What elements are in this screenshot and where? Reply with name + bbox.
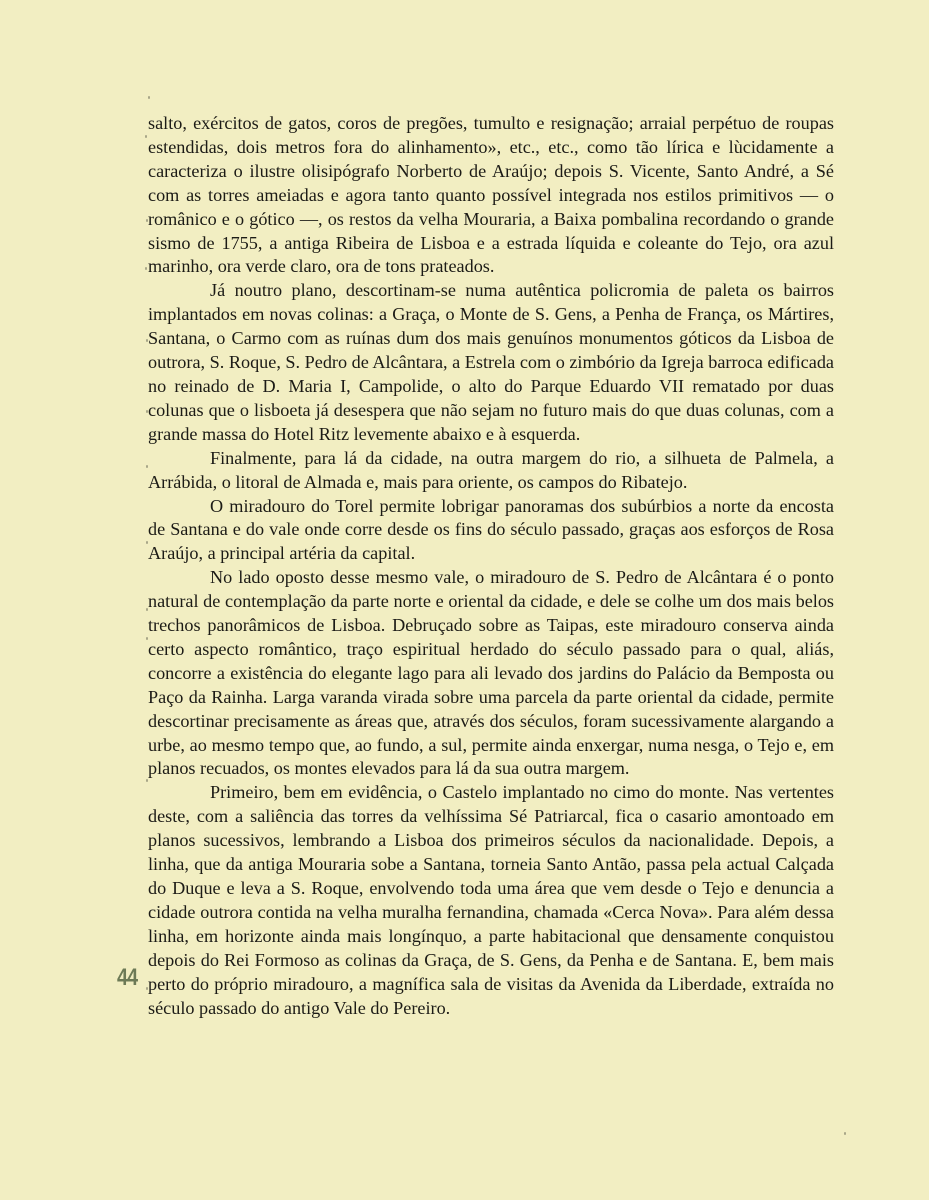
- paper-speck: [146, 608, 148, 611]
- paper-speck: [844, 1132, 846, 1135]
- paper-speck: [146, 987, 148, 990]
- paragraph-2: Já noutro plano, descortinam-se numa autêntica policromia de paleta os bairros implantados em novas colinas: a Graça, o Monte de S. Gens, a Penha de França, os Mártires, Santana, o Carmo com as ruínas dum dos mais genuínos monumentos góticos da Lisboa de outrora, S. Roque, S. Pedro de Alcântara, a Estrela com o zimbório da Igreja barroca edificada no reinado de D. Maria I, Campolide, o alto do Parque Eduardo VII rematado por duas colunas que o lisboeta já desespera que não sejam no futuro mais do que duas colunas, com a grande massa do Hotel Ritz levemente abaixo e à esquerda.: [148, 280, 834, 444]
- paper-speck: [146, 779, 148, 782]
- page-number: 44: [117, 964, 138, 991]
- paper-speck: [146, 541, 148, 544]
- paragraph-1: salto, exércitos de gatos, coros de pregões, tumulto e resignação; arraial perpétuo de roupas estendidas, dois metros fora do alinhamento», etc., etc., como tão lírica e lùcidamente a caracteriza o ilustre olisipógrafo Norberto de Araújo; depois S. Vicente, Santo André, a Sé com as torres ameiadas e agora tanto quanto possível integrada nos estilos primitivos — o românico e o gótico —, os restos da velha Mouraria, a Baixa pombalina recordando o grande sismo de 1755, a antiga Ribeira de Lisboa e a estrada líquida e coleante do Tejo, ora azul marinho, ora verde claro, ora de tons prateados.: [148, 113, 834, 277]
- paper-speck: [146, 637, 148, 640]
- paper-speck: [148, 96, 150, 99]
- paragraph-4: O miradouro do Torel permite lobrigar panoramas dos subúrbios a norte da encosta de Santana e do vale onde corre desde os fins do século passado, graças aos esforços de Rosa Araújo, a principal artéria da capital.: [148, 495, 834, 564]
- paragraph-3: Finalmente, para lá da cidade, na outra margem do rio, a silhueta de Palmela, a Arrábida, o litoral de Almada e, mais para oriente, os campos do Ribatejo.: [148, 447, 834, 492]
- paragraph-5: No lado oposto desse mesmo vale, o miradouro de S. Pedro de Alcântara é o ponto natural de contemplação da parte norte e oriental da cidade, e dele se colhe um dos mais belos trechos panorâmicos de Lisboa. Debruçado sobre as Taipas, este miradouro conserva ainda certo aspecto romântico, traço espiritual herdado do século passado para o qual, aliás, concorre a existência do elegante lago para ali levado dos jardins do Palácio da Bemposta ou Paço da Rainha. Larga varanda virada sobre uma parcela da parte oriental da cidade, permite descortinar precisamente as áreas que, através dos séculos, foram sucessivamente alargando a urbe, ao mesmo tempo que, ao fundo, a sul, permite ainda enxergar, numa nesga, o Tejo e, em planos recuados, os montes elevados para lá da sua outra margem.: [148, 567, 834, 779]
- paper-speck: [145, 267, 147, 270]
- paper-speck: [146, 219, 148, 222]
- paper-speck: [146, 339, 148, 342]
- paper-speck: [146, 410, 148, 413]
- paper-speck: [145, 135, 147, 138]
- body-text: [148, 112, 834, 1020]
- paragraph-6: Primeiro, bem em evidência, o Castelo implantado no cimo do monte. Nas vertentes deste, com a saliência das torres da velhíssima Sé Patriarcal, fica o casario amontoado em planos sucessivos, lembrando a Lisboa dos primeiros séculos da nacionalidade. Depois, a linha, que da antiga Mouraria sobe a Santana, torneia Santo Antão, passa pela actual Calçada do Duque e leva a S. Roque, envolvendo toda uma área que vem desde o Tejo e denuncia a cidade outrora contida na velha muralha fernandina, chamada «Cerca Nova». Para além dessa linha, em horizonte ainda mais longínquo, a parte habitacional que densamente conquistou depois do Rei Formoso as colinas da Graça, de S. Gens, da Penha e de Santana. E, bem mais perto do próprio miradouro, a magnífica sala de visitas da Avenida da Liberdade, extraída no século passado do antigo Vale do Pereiro.: [148, 782, 834, 1018]
- paper-speck: [146, 465, 148, 468]
